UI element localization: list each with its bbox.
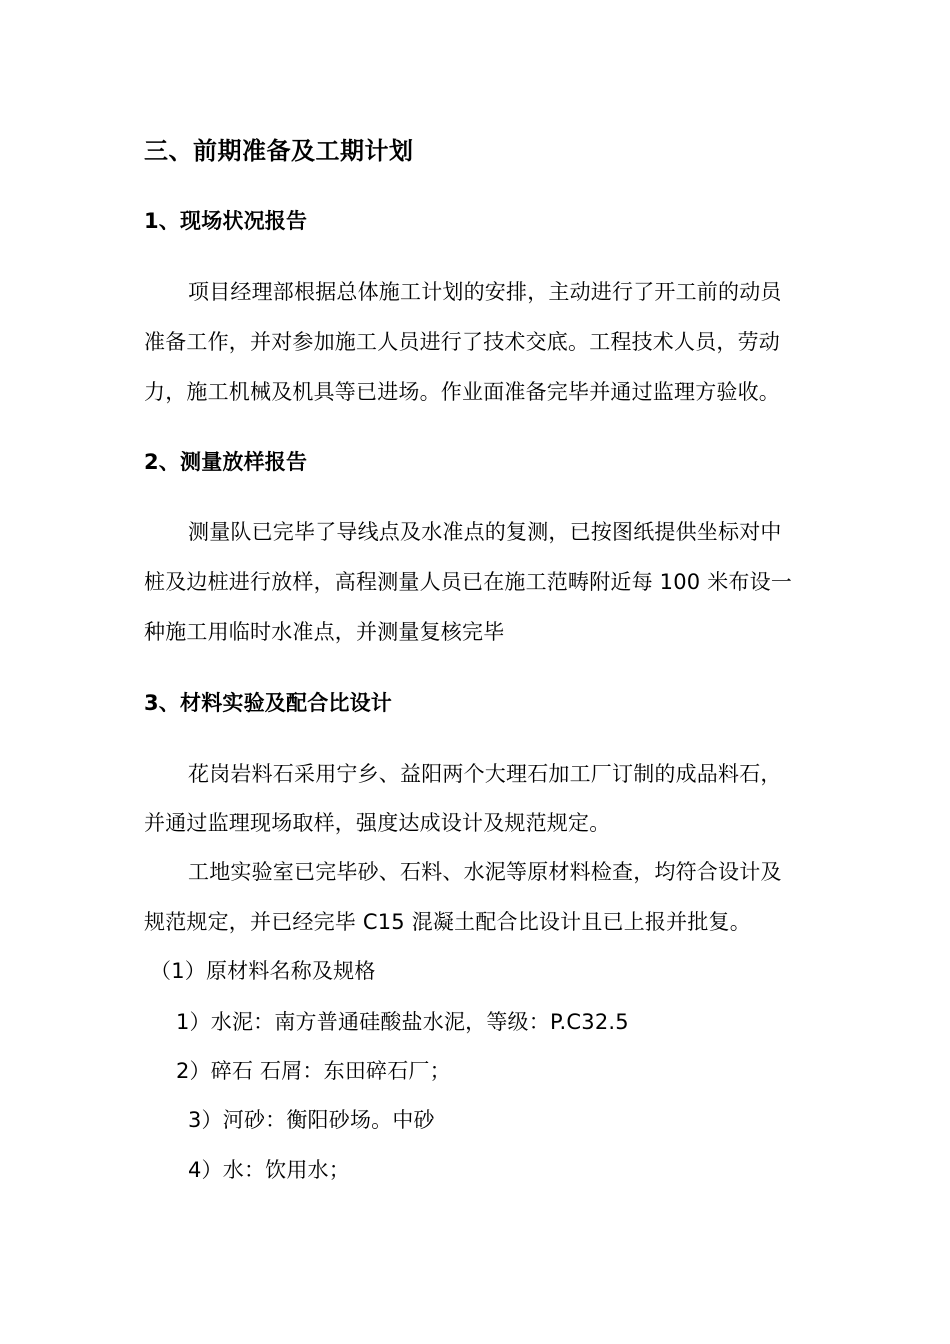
section-heading-survey: 2、测量放样报告: [144, 450, 308, 474]
section-heading-materials: 3、材料实验及配合比设计: [144, 691, 393, 715]
page-title: 三、前期准备及工期计划: [144, 137, 414, 165]
list-item: 4）水：饮用水；: [188, 1158, 350, 1182]
paragraph-line: 项目经理部根据总体施工计划的安排，主动进行了开工前的动员: [188, 280, 782, 304]
list-item: 1）水泥：南方普通硅酸盐水泥，等级：P.C32.5: [176, 1010, 629, 1034]
paragraph-line: 力，施工机械及机具等已进场。作业面准备完毕并通过监理方验收。: [144, 380, 780, 404]
paragraph-line: 规范规定，并已经完毕 C15 混凝土配合比设计且已上报并批复。: [144, 910, 751, 934]
paragraph-line: 测量队已完毕了导线点及水准点的复测，已按图纸提供坐标对中: [188, 520, 782, 544]
section-heading-site-status: 1、现场状况报告: [144, 209, 308, 233]
paragraph-line: 准备工作，并对参加施工人员进行了技术交底。工程技术人员，劳动: [144, 330, 780, 354]
list-item: 2）碎石 石屑：东田碎石厂；: [176, 1059, 451, 1083]
paragraph-line: 桩及边桩进行放样，高程测量人员已在施工范畴附近每 100 米布设一: [144, 570, 793, 594]
paragraph-line: 花岗岩料石采用宁乡、益阳两个大理石加工厂订制的成品料石，: [188, 762, 782, 786]
paragraph-line: 并通过监理现场取样，强度达成设计及规范规定。: [144, 811, 611, 835]
paragraph-line: 工地实验室已完毕砂、石料、水泥等原材料检查，均符合设计及: [188, 860, 782, 884]
list-item: 3）河砂：衡阳砂场。中砂: [188, 1108, 435, 1132]
paragraph-line: 种施工用临时水准点，并测量复核完毕: [144, 620, 505, 644]
subheading-raw-materials: （1）原材料名称及规格: [150, 959, 376, 983]
